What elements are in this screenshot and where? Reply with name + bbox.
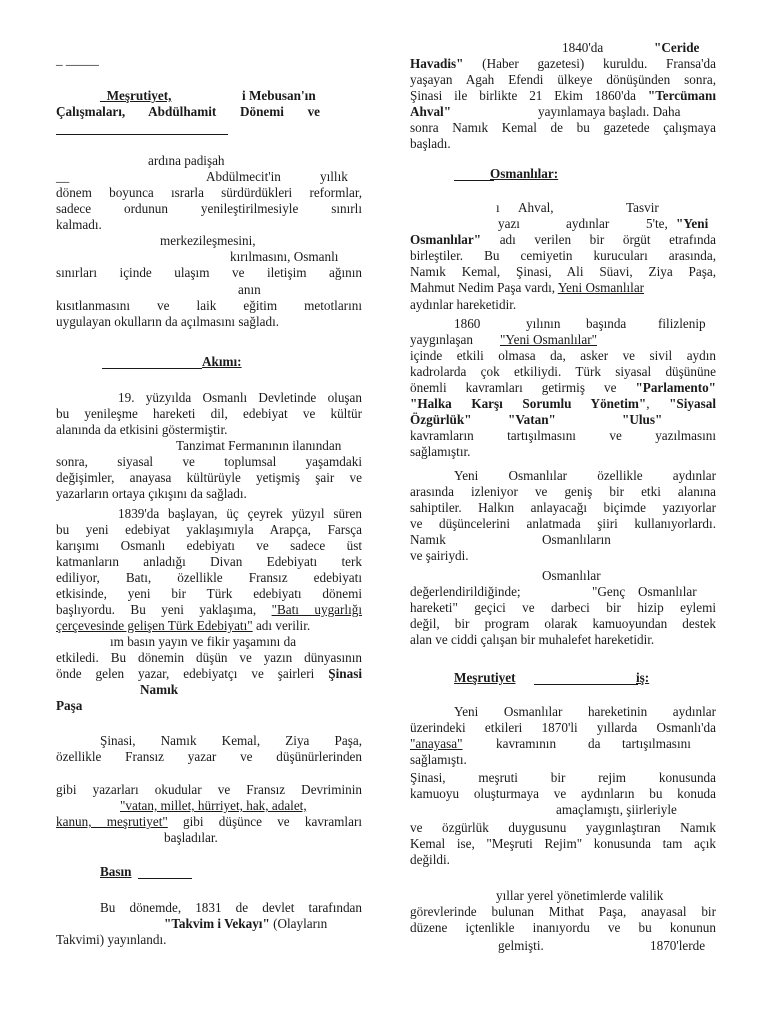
text-line: yazı xyxy=(498,216,520,231)
text-line: Paşa xyxy=(56,698,83,713)
text-line: kavramının xyxy=(496,736,557,751)
text-line: "Ceride xyxy=(654,40,700,55)
text-line: hareketi" geçici ve darbeci bir hizip eylemi xyxy=(410,600,716,615)
section-heading-line2: Çalışmaları, Abdülhamit Dönemi ve xyxy=(56,104,321,119)
section-heading-mesrutiyet: _Meşrutiyet, xyxy=(100,88,172,103)
text-line: dönem boyunca ısrarla sürdürdükleri reformlar, xyxy=(56,185,362,200)
heading-underline xyxy=(454,180,494,181)
text-line: çerçevesinde gelişen Türk Edebiyatı" adı verilir. xyxy=(56,618,311,633)
text-line: değişimler, anayasa kültürüyle yetişmiş şair ve xyxy=(56,470,362,485)
text-line: başladı. xyxy=(410,136,451,151)
heading-underline xyxy=(102,368,202,369)
text-line: merkezileşmesini, xyxy=(160,233,256,248)
text-line: başladılar. xyxy=(164,830,218,845)
text-line: katmanların anladığı Divan Edebiyatı terk xyxy=(56,554,362,569)
section-heading-akimi: Akımı: xyxy=(202,354,242,369)
text-line: içinde etkili olmasa da, asker ve sivil aydın xyxy=(410,348,716,363)
text-line: yaygınlaşan xyxy=(410,332,473,347)
text-line: Ahval" xyxy=(410,104,452,119)
text-line: "Halka Karşı Sorumlu Yönetim", "Siyasal xyxy=(410,396,716,411)
text-line: anın xyxy=(238,282,261,297)
text-line: etkisinde, yeni bir Türk edebiyatı dönemi xyxy=(56,586,362,601)
text-line: üzerindeki etkileri 1870'li yıllarda Osmanlı'da xyxy=(410,720,716,735)
text-line: 19. yüzyılda Osmanlı Devletinde oluşan xyxy=(118,390,362,405)
text-line: sadece ordunun yenileştirilmesiyle sınırlı xyxy=(56,201,362,216)
text-line: yıllar yerel yönetimlerde valilik xyxy=(496,888,664,903)
text-line: sonra Namık Kemal de bu gazetede çalışmaya xyxy=(410,120,716,135)
text-line: değildi. xyxy=(410,852,450,867)
text-line: "Yeni Osmanlılar" xyxy=(500,332,597,347)
text-line: 5'te, xyxy=(646,216,668,231)
text-line: karışımı Osmanlı edebiyatı ve sadece üst xyxy=(56,538,362,553)
text-line: "Vatan" xyxy=(508,412,556,427)
text-line: kısıtlanmasını ve laik eğitim metotlarını xyxy=(56,298,362,313)
section-heading-osmanlilar: Osmanlılar: xyxy=(490,166,559,181)
text-line: sonra, siyasal ve toplumsal yaşamdaki xyxy=(56,454,362,469)
text-line: Havadis" (Haber gazetesi) kuruldu. Fransa'da xyxy=(410,56,716,71)
text-line: Osmanlılar" adı verilen bir örgüt etrafında xyxy=(410,232,716,247)
text-line: görevlerinde bulunan Mithat Paşa, anayasal bir xyxy=(410,904,716,919)
text-line: ve şairiydi. xyxy=(410,548,469,563)
text-line: yayınlamaya başladı. Daha xyxy=(538,104,681,119)
text-line: Abdülmecit'in xyxy=(206,169,281,184)
text-line: aydınlar xyxy=(566,216,610,231)
text-line: kadrolarda çok etkiliydi. Türk siyasal düşününe xyxy=(410,364,716,379)
text-line: amaçlamıştı, şiirleriyle xyxy=(556,802,677,817)
text-line: da xyxy=(588,736,601,751)
text-line: 1840'da xyxy=(562,40,604,55)
heading-underline xyxy=(56,134,228,135)
text-line: yaşayan Agah Efendi ülkeye dönüşünden sonra, xyxy=(410,72,716,87)
text-line: sahiptiler. Halkın anlayacağı biçimde yazıyorlar xyxy=(410,500,716,515)
text-line: 1870'lerde xyxy=(650,938,706,953)
text-line: sınırları içinde ulaşım ve iletişim ağının xyxy=(56,265,362,280)
text-line: Namık xyxy=(410,532,446,547)
text-line: etkiledi. Bu dönemin düşün ve yazın dünyasının xyxy=(56,650,362,665)
text-line: 1839'da başlayan, üç çeyrek yüzyıl süren xyxy=(118,506,362,521)
text-line: Yeni Osmanlılar hareketinin aydınlar xyxy=(454,704,716,719)
text-line: Yeni Osmanlılar özellikle aydınlar xyxy=(454,468,716,483)
text-line: sağlamıştı. xyxy=(410,752,467,767)
text-line: "Takvim i Vekayı" (Olayların xyxy=(164,916,328,931)
top-mark: _ _____ xyxy=(56,52,99,67)
text-line: Kemal ise, "Meşruti Rejim" konusunda tam açık xyxy=(410,836,716,851)
text-line: yıllık xyxy=(320,169,348,184)
text-line: ve düşüncelerini anlatmada şiiri kullanıyorlardı. xyxy=(410,516,716,531)
text-line: Şinasi, meşruti bir rejim konusunda xyxy=(410,770,716,785)
text-line: Mahmut Nedim Paşa vardı, Yeni Osmanlılar xyxy=(410,280,645,295)
text-line: gibi yazarları okudular ve Fransız Devriminin xyxy=(56,782,362,797)
text-line: "vatan, millet, hürriyet, hak, adalet, xyxy=(120,798,307,813)
left-column xyxy=(56,52,362,972)
text-line: kanun, meşrutiyet" gibi düşünce ve kavramları xyxy=(56,814,363,829)
right-column xyxy=(410,40,716,970)
text-line: Namık xyxy=(140,682,179,697)
text-line: Osmanlıların xyxy=(542,532,611,547)
text-line: filizlenip xyxy=(658,316,706,331)
text-line: gelmişti. xyxy=(498,938,544,953)
text-line: alanında da etkisini göstermiştir. xyxy=(56,422,228,437)
text-line: "Ulus" xyxy=(622,412,663,427)
section-heading-part: i Mebusan'ın xyxy=(242,88,316,103)
text-line: Osmanlılar xyxy=(542,568,601,583)
text-line: Namık Kemal, Şinasi, Ali Süavi, Ziya Paşa, xyxy=(410,264,716,279)
text-line: bu yenileşme hareketi dil, edebiyat ve kültür xyxy=(56,406,362,421)
text-line: önemli kavramları getirmiş ve "Parlamento" xyxy=(410,380,716,395)
text-line: tartışılmasını xyxy=(622,736,691,751)
text-line: "Genç xyxy=(592,584,626,599)
text-line: yılının xyxy=(526,316,561,331)
text-line: kırılmasını, Osmanlı xyxy=(230,249,339,264)
text-line: 1860 xyxy=(454,316,481,331)
text-line: değerlendirildiğinde; xyxy=(410,584,521,599)
section-heading-mesrutiyet-right: Meşrutiyet xyxy=(454,670,516,685)
text-line: Tanzimat Fermanının ilanından xyxy=(176,438,342,453)
text-line: bu yeni edebiyat yaklaşımıyla Arapça, Farsça xyxy=(56,522,362,537)
text-line: sağlamıştır. xyxy=(410,444,471,459)
section-heading-is: iş: xyxy=(636,670,650,685)
text-line: Ahval, xyxy=(518,200,554,215)
text-line: kalmadı. xyxy=(56,217,102,232)
text-line: düzene içtenlikle inanıyordu ve bu konunun xyxy=(410,920,716,935)
text-line: __ xyxy=(56,169,70,184)
text-line: "anayasa" xyxy=(410,736,463,751)
text-line: Bu dönemde, 1831 de devlet tarafından xyxy=(100,900,362,915)
text-line: Osmanlılar xyxy=(638,584,697,599)
text-line: aydınlar hareketidir. xyxy=(410,297,517,312)
text-line: Takvimi) yayınlandı. xyxy=(56,932,167,947)
text-line: kamuoyu oluşturmaya ve aydınların bu konuda xyxy=(410,786,716,801)
text-line: "Yeni xyxy=(676,216,709,231)
text-line: ı xyxy=(496,200,500,215)
text-line: alan ve ciddi çalışan bir muhalefet hareketidir. xyxy=(410,632,655,647)
text-line: özellikle Fransız yazar ve düşünürlerinden xyxy=(56,749,362,764)
section-heading-basin: Basın xyxy=(100,864,132,879)
text-line: başlıyordu. Bu yeni yaklaşıma, "Batı uygarlığı xyxy=(56,602,362,617)
text-line: ım basın yayın ve fikir yaşamını da xyxy=(110,634,297,649)
text-line: ardına padişah xyxy=(148,153,225,168)
text-line: Şinasi, Namık Kemal, Ziya Paşa, xyxy=(100,733,362,748)
text-line: kavramların tartışılmasını ve yazılmasını xyxy=(410,428,716,443)
text-line: uygulayan okulların da açılmasını sağladı. xyxy=(56,314,280,329)
text-line: ve özgürlük duygusunu yaygınlaştıran Namık xyxy=(410,820,716,835)
text-line: önde gelen yazar, edebiyatçı ve şairleri Şinasi xyxy=(56,666,362,681)
text-line: birleştiler. Bu cemiyetin kurucuları arasında, xyxy=(410,248,716,263)
text-line: başında xyxy=(586,316,627,331)
text-line: ediliyor, Batı, özellikle Fransız edebiyatı xyxy=(56,570,362,585)
text-line: arasında izleniyor ve geniş bir etki alanına xyxy=(410,484,716,499)
heading-underline xyxy=(534,684,638,685)
heading-underline xyxy=(138,878,192,879)
text-line: Şinasi ile birlikte 21 Ekim 1860'da "Tercümanı xyxy=(410,88,717,103)
text-line: değil, bir program olarak kamuoyundan destek xyxy=(410,616,716,631)
text-line: yazarların ortaya çıkışını da sağladı. xyxy=(56,486,247,501)
text-line: Tasvir xyxy=(626,200,659,215)
text-line: Özgürlük" xyxy=(410,412,472,427)
